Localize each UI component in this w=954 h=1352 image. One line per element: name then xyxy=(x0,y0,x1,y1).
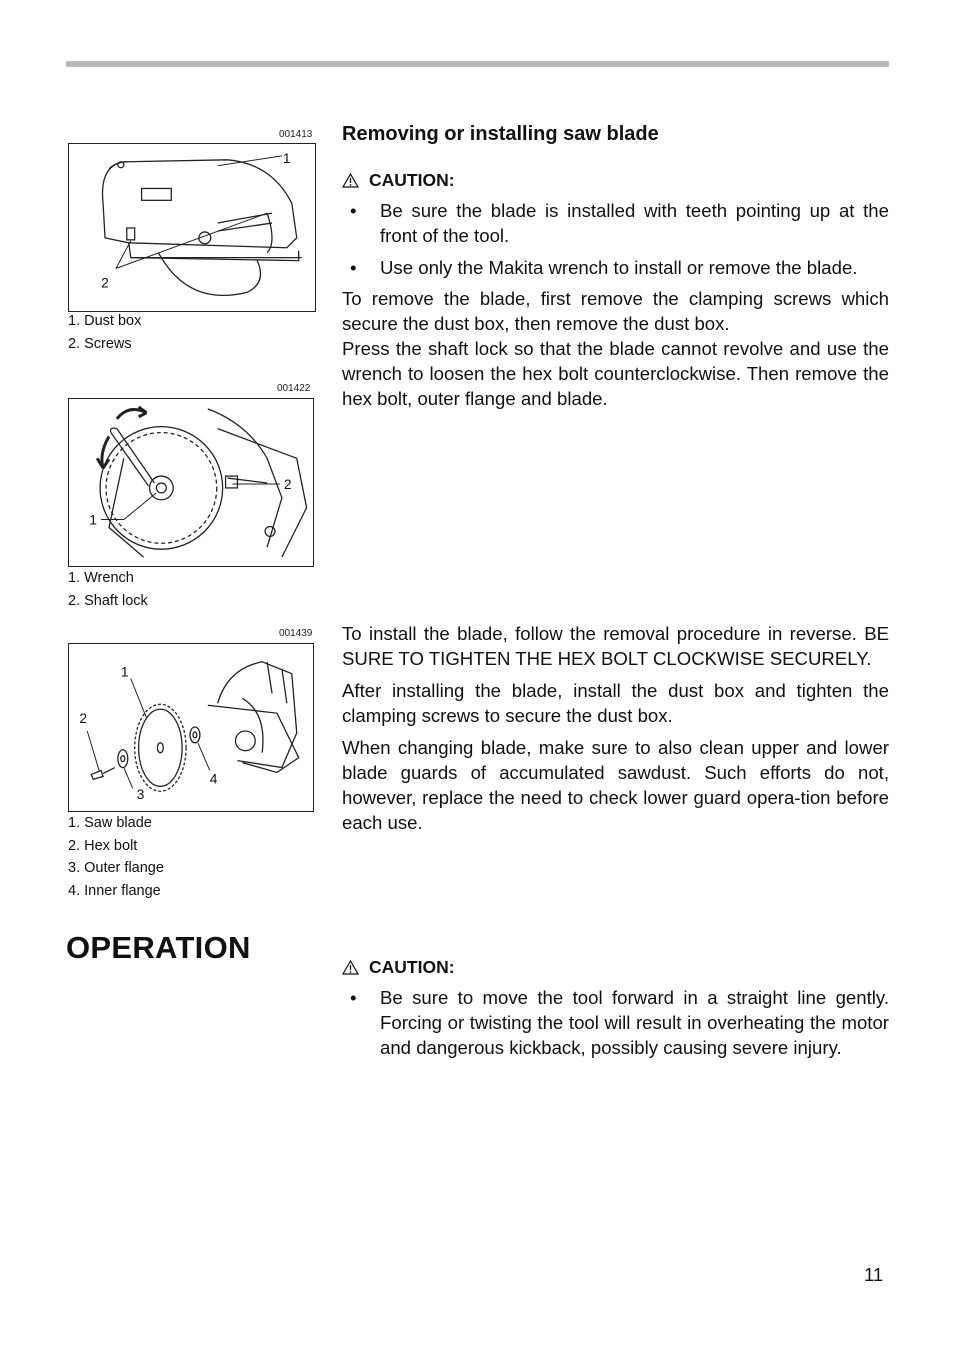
paragraph: Press the shaft lock so that the blade cannot revolve and use the wrench to loosen the hex bolt counterclockwise. Then remove the hex bolt, outer flange and blade. xyxy=(342,338,889,409)
header-rule xyxy=(66,61,889,67)
legend-item: 2. Hex bolt xyxy=(68,837,138,854)
legend-item: 1. Wrench xyxy=(68,570,134,586)
figure-code: 001413 xyxy=(279,129,313,140)
callout-3: 3 xyxy=(136,786,145,803)
figure-dust-box xyxy=(68,143,316,312)
page-number: 11 xyxy=(864,1264,884,1285)
figure-exploded-blade xyxy=(68,643,314,812)
caution-text: CAUTION: xyxy=(369,957,455,977)
figure-legend xyxy=(68,812,164,902)
callout-1: 1 xyxy=(120,663,129,680)
caution-item: • Use only the Makita wrench to install or remove the blade. xyxy=(342,255,889,280)
callout-1: 1 xyxy=(282,149,291,166)
caution-item: • Be sure to move the tool forward in a straight line gently. Forcing or twisting the tool will result in overheating the motor and dangerous kickback, possibly causing severe injury. xyxy=(342,985,889,1060)
legend-item: 4. Inner flange xyxy=(68,882,161,899)
caution-label xyxy=(342,168,889,193)
paragraph: To remove the blade, first remove the clamping screws which secure the dust box, then remove the dust box. xyxy=(342,288,889,334)
wrench-illustration xyxy=(69,399,313,566)
callout-2: 2 xyxy=(283,475,292,492)
legend-item: 1. Saw blade xyxy=(68,815,152,831)
caution-list xyxy=(342,985,889,1060)
callout-2: 2 xyxy=(101,274,109,291)
figure-legend xyxy=(68,567,148,612)
callout-4: 4 xyxy=(209,770,218,787)
figure-code: 001422 xyxy=(277,383,311,394)
figure-legend xyxy=(68,310,141,355)
paragraph: To install the blade, follow the removal procedure in reverse. BE SURE TO TIGHTEN THE HEX BOLT CLOCKWISE SECURELY. xyxy=(342,623,889,669)
install-section xyxy=(342,621,889,835)
figure-code: 001439 xyxy=(279,628,313,639)
caution-text: CAUTION: xyxy=(369,170,455,190)
figure-wrench xyxy=(68,398,314,567)
legend-item: 3. Outer flange xyxy=(68,860,164,877)
warning-icon xyxy=(342,173,359,188)
operation-title: OPERATION xyxy=(66,930,251,965)
legend-item: 2. Screws xyxy=(68,335,132,352)
section-heading: Removing or installing saw blade xyxy=(342,123,659,145)
paragraph: When changing blade, make sure to also clean upper and lower blade guards of accumulated sawdust. Such efforts do not, however, replace the need to check lower guard opera-tion before each use. xyxy=(342,737,889,833)
warning-icon xyxy=(342,960,359,975)
caution-list xyxy=(342,198,889,280)
callout-2: 2 xyxy=(79,710,88,727)
removing-installing-section xyxy=(342,122,889,411)
paragraph: After installing the blade, install the dust box and tighten the clamping screws to secure the dust box. xyxy=(342,680,889,726)
exploded-view-illustration xyxy=(69,644,313,811)
legend-item: 2. Shaft lock xyxy=(68,592,148,609)
operation-section xyxy=(342,955,889,1060)
saw-side-illustration xyxy=(69,144,315,311)
legend-item: 1. Dust box xyxy=(68,313,142,329)
caution-item: • Be sure the blade is installed with teeth pointing up at the front of the tool. xyxy=(342,198,889,248)
caution-label xyxy=(342,955,889,980)
callout-1: 1 xyxy=(89,511,97,528)
